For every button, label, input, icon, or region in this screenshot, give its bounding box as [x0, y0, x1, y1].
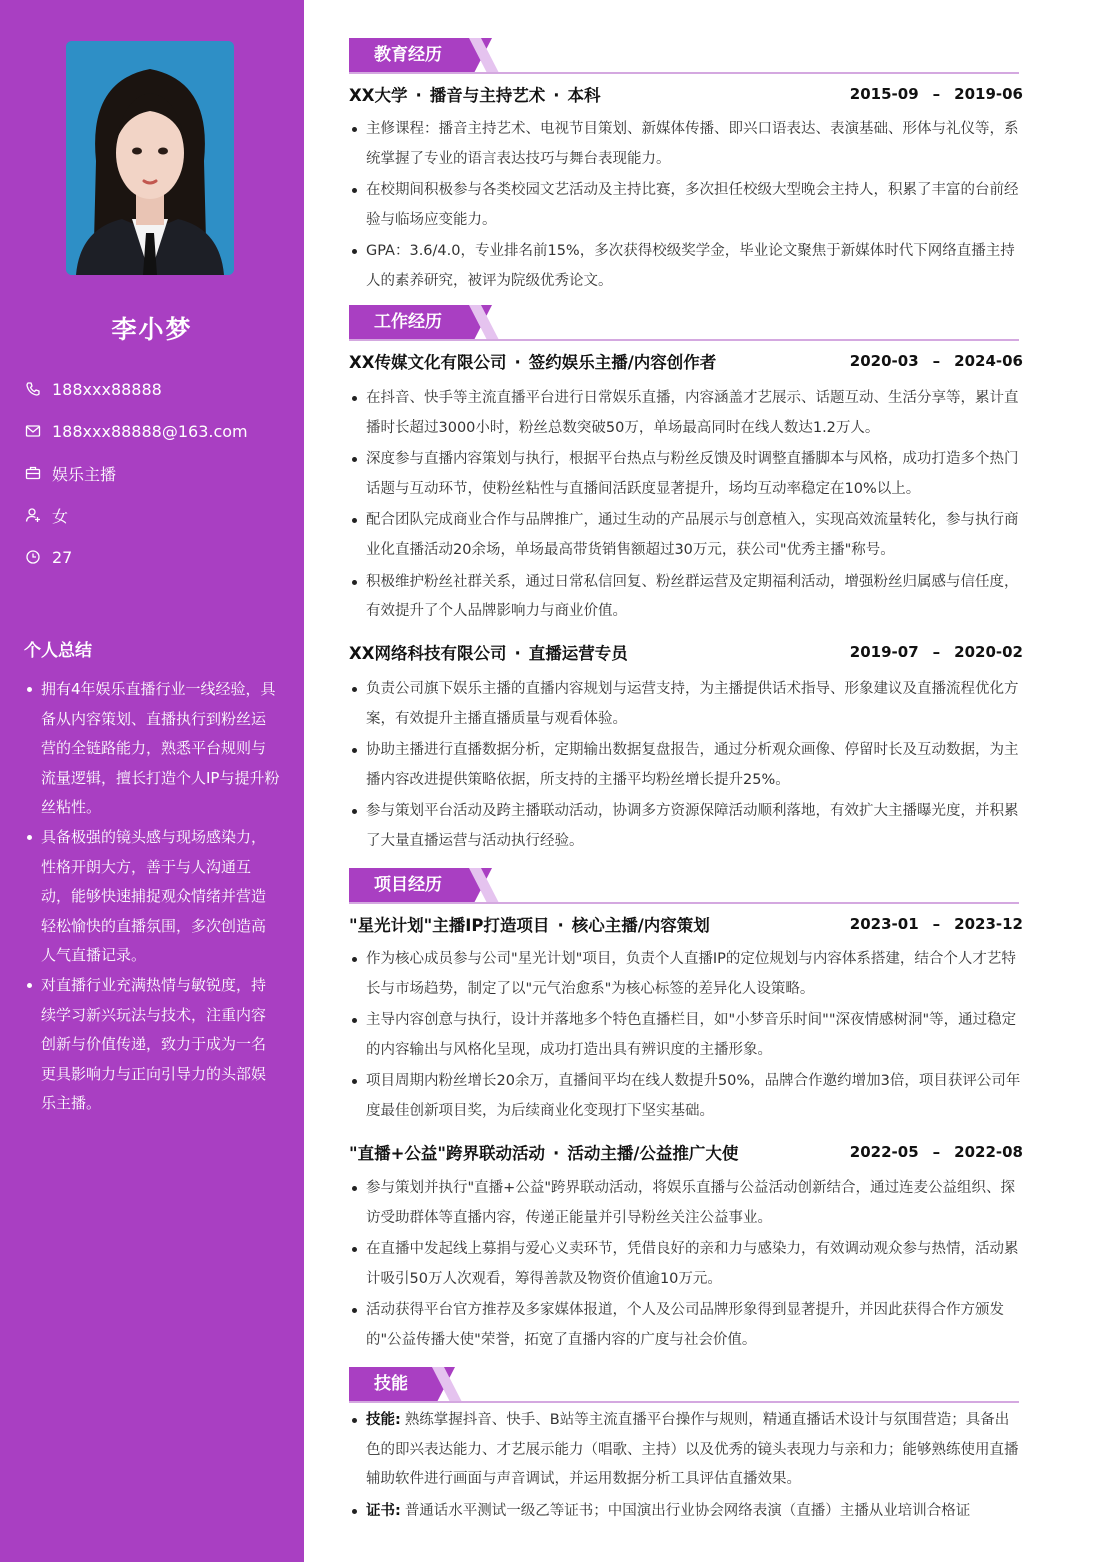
school-name: XX大学 — [349, 86, 408, 105]
list-item: 参与策划并执行"直播+公益"跨界联动活动，将娱乐直播与公益活动创新结合，通过连麦公益组织、探访受助群体等直播内容，传递正能量并引导粉丝关注公益事业。 — [349, 1174, 1021, 1233]
work-bullets — [349, 384, 1021, 629]
project-bullets — [349, 1174, 1021, 1358]
summary-item: 对直播行业充满热情与敏锐度，持续学习新兴玩法与技术，注重内容创新与价值传递，致力于成为一名更具影响力与正向引导力的头部娱乐主播。 — [24, 971, 280, 1119]
profile-photo — [66, 41, 234, 275]
education-section-header — [349, 38, 1019, 74]
section-title: 技能 — [349, 1367, 437, 1402]
section-divider — [349, 72, 1019, 74]
skill-label: 技能: — [366, 1412, 401, 1428]
skills-section-header — [349, 1367, 1019, 1403]
education-entry-header: XX大学 · 播音与主持艺术 · 本科 2015-09 – 2019-06 — [349, 85, 1023, 105]
section-title: 项目经历 — [349, 868, 474, 903]
major-name: 播音与主持艺术 — [429, 86, 546, 105]
project-entry-header: "星光计划"主播IP打造项目 · 核心主播/内容策划 2023-01 – 2023-12 — [349, 915, 1023, 935]
list-item: GPA：3.6/4.0，专业排名前15%，多次获得校级奖学金，毕业论文聚焦于新媒体时代下网络直播主持人的素养研究，被评为院级优秀论文。 — [349, 237, 1021, 296]
contact-gender — [24, 494, 294, 536]
summary-item: 拥有4年娱乐直播行业一线经验，具备从内容策划、直播执行到粉丝运营的全链路能力，熟悉平台规则与流量逻辑，擅长打造个人IP与提升粉丝粘性。 — [24, 675, 280, 823]
person-icon — [24, 506, 42, 524]
list-item: 参与策划平台活动及跨主播联动活动，协调多方资源保障活动顺利落地，有效扩大主播曝光度，并积累了大量直播运营与活动执行经验。 — [349, 797, 1021, 856]
contact-list — [24, 368, 294, 578]
email-text: 188xxx88888@163.com — [52, 421, 248, 441]
position-text: 娱乐主播 — [52, 464, 117, 484]
section-title: 工作经历 — [349, 305, 474, 340]
briefcase-icon — [24, 464, 42, 482]
section-title: 教育经历 — [349, 38, 474, 73]
projects-section-header — [349, 868, 1019, 904]
company-name: XX传媒文化有限公司 — [349, 353, 507, 372]
contact-phone — [24, 368, 294, 410]
degree: 本科 — [567, 86, 601, 105]
project-name: "直播+公益"跨界联动活动 — [349, 1144, 546, 1163]
contact-position — [24, 452, 294, 494]
work-entry-header: XX网络科技有限公司 · 直播运营专员 2019-07 – 2020-02 — [349, 643, 1023, 663]
date-range: 2015-09 – 2019-06 — [849, 85, 1023, 103]
project-name: "星光计划"主播IP打造项目 — [349, 916, 550, 935]
list-item: 协助主播进行直播数据分析，定期输出数据复盘报告，通过分析观众画像、停留时长及互动数据，为主播内容改进提供策略依据，所支持的主播平均粉丝增长提升25%。 — [349, 736, 1021, 795]
skill-text: 普通话水平测试一级乙等证书；中国演出行业协会网络表演（直播）主播从业培训合格证 — [404, 1502, 971, 1519]
education-bullets — [349, 115, 1021, 299]
phone-icon — [24, 380, 42, 398]
skill-item — [349, 1406, 1021, 1495]
section-divider — [349, 1401, 1019, 1403]
job-role: 签约娱乐主播/内容创作者 — [528, 353, 717, 372]
mail-icon — [24, 422, 42, 440]
list-item: 主修课程：播音主持艺术、电视节目策划、新媒体传播、即兴口语表达、表演基础、形体与礼仪等，系统掌握了专业的语言表达技巧与舞台表现能力。 — [349, 115, 1021, 174]
work-entry-header: XX传媒文化有限公司 · 签约娱乐主播/内容创作者 2020-03 – 2024-06 — [349, 352, 1023, 372]
list-item: 积极维护粉丝社群关系，通过日常私信回复、粉丝群运营及定期福利活动，增强粉丝归属感与信任度，有效提升了个人品牌影响力与商业价值。 — [349, 568, 1021, 627]
date-range: 2023-01 – 2023-12 — [849, 915, 1023, 933]
job-role: 直播运营专员 — [528, 644, 628, 663]
list-item: 在抖音、快手等主流直播平台进行日常娱乐直播，内容涵盖才艺展示、话题互动、生活分享等，累计直播时长超过3000小时，粉丝总数突破50万，单场最高同时在线人数达1.2万人。 — [349, 384, 1021, 443]
project-role: 核心主播/内容策划 — [571, 916, 710, 935]
list-item: 项目周期内粉丝增长20余万，直播间平均在线人数提升50%，品牌合作邀约增加3倍，项目获评公司年度最佳创新项目奖，为后续商业化变现打下坚实基础。 — [349, 1067, 1021, 1126]
work-bullets — [349, 675, 1021, 859]
company-name: XX网络科技有限公司 — [349, 644, 507, 663]
list-item: 主导内容创意与执行，设计并落地多个特色直播栏目，如"小梦音乐时间""深夜情感树洞"等，通过稳定的内容输出与风格化呈现，成功打造出具有辨识度的主播形象。 — [349, 1006, 1021, 1065]
candidate-name: 李小梦 — [111, 315, 193, 344]
phone-text: 188xxx88888 — [52, 379, 162, 399]
section-divider — [349, 902, 1019, 904]
list-item: 深度参与直播内容策划与执行，根据平台热点与粉丝反馈及时调整直播脚本与风格，成功打造多个热门话题与互动环节，使粉丝粘性与直播间活跃度显著提升，场均互动率稳定在10%以上。 — [349, 445, 1021, 504]
summary-list — [24, 675, 280, 1119]
summary-item: 具备极强的镜头感与现场感染力，性格开朗大方，善于与人沟通互动，能够快速捕捉观众情绪并营造轻松愉快的直播氛围，多次创造高人气直播记录。 — [24, 823, 280, 971]
list-item: 在校期间积极参与各类校园文艺活动及主持比赛，多次担任校级大型晚会主持人，积累了丰富的台前经验与临场应变能力。 — [349, 176, 1021, 235]
list-item: 配合团队完成商业合作与品牌推广，通过生动的产品展示与创意植入，实现高效流量转化，参与执行商业化直播活动20余场，单场最高带货销售额超过30万元，获公司"优秀主播"称号。 — [349, 506, 1021, 565]
list-item: 活动获得平台官方推荐及多家媒体报道，个人及公司品牌形象得到显著提升，并因此获得合作方颁发的"公益传播大使"荣誉，拓宽了直播内容的广度与社会价值。 — [349, 1296, 1021, 1355]
work-section-header — [349, 305, 1019, 341]
sidebar — [0, 0, 304, 1562]
section-divider — [349, 339, 1019, 341]
list-item: 在直播中发起线上募捐与爱心义卖环节，凭借良好的亲和力与感染力，有效调动观众参与热情，活动累计吸引50万人次观看，筹得善款及物资价值逾10万元。 — [349, 1235, 1021, 1294]
contact-email — [24, 410, 294, 452]
project-entry-header: "直播+公益"跨界联动活动 · 活动主播/公益推广大使 2022-05 – 2022-08 — [349, 1143, 1023, 1163]
date-range: 2022-05 – 2022-08 — [849, 1143, 1023, 1161]
date-range: 2020-03 – 2024-06 — [849, 352, 1023, 370]
gender-text: 女 — [52, 506, 69, 526]
contact-age — [24, 536, 294, 578]
list-item: 作为核心成员参与公司"星光计划"项目，负责个人直播IP的定位规划与内容体系搭建，结合个人才艺特长与市场趋势，制定了以"元气治愈系"为核心标签的差异化人设策略。 — [349, 945, 1021, 1004]
clock-icon — [24, 548, 42, 566]
project-bullets — [349, 945, 1021, 1129]
summary-title: 个人总结 — [24, 641, 92, 661]
skill-label: 证书: — [366, 1502, 401, 1519]
project-role: 活动主播/公益推广大使 — [567, 1144, 739, 1163]
list-item: 负责公司旗下娱乐主播的直播内容规划与运营支持，为主播提供话术指导、形象建议及直播流程优化方案，有效提升主播直播质量与观看体验。 — [349, 675, 1021, 734]
skill-text: 熟练掌握抖音、快手、B站等主流直播平台操作与规则，精通直播话术设计与氛围营造；具备出色的即兴表达能力、才艺展示能力（唱歌、主持）以及优秀的镜头表现力与亲和力；能够熟练使用直播辅助软件进行画面与声音调试，并运用数据分析工具评估直播效果。 — [366, 1412, 1019, 1488]
certificate-item — [349, 1497, 1021, 1527]
date-range: 2019-07 – 2020-02 — [849, 643, 1023, 661]
age-text: 27 — [52, 547, 73, 567]
skills-list — [349, 1406, 1021, 1528]
